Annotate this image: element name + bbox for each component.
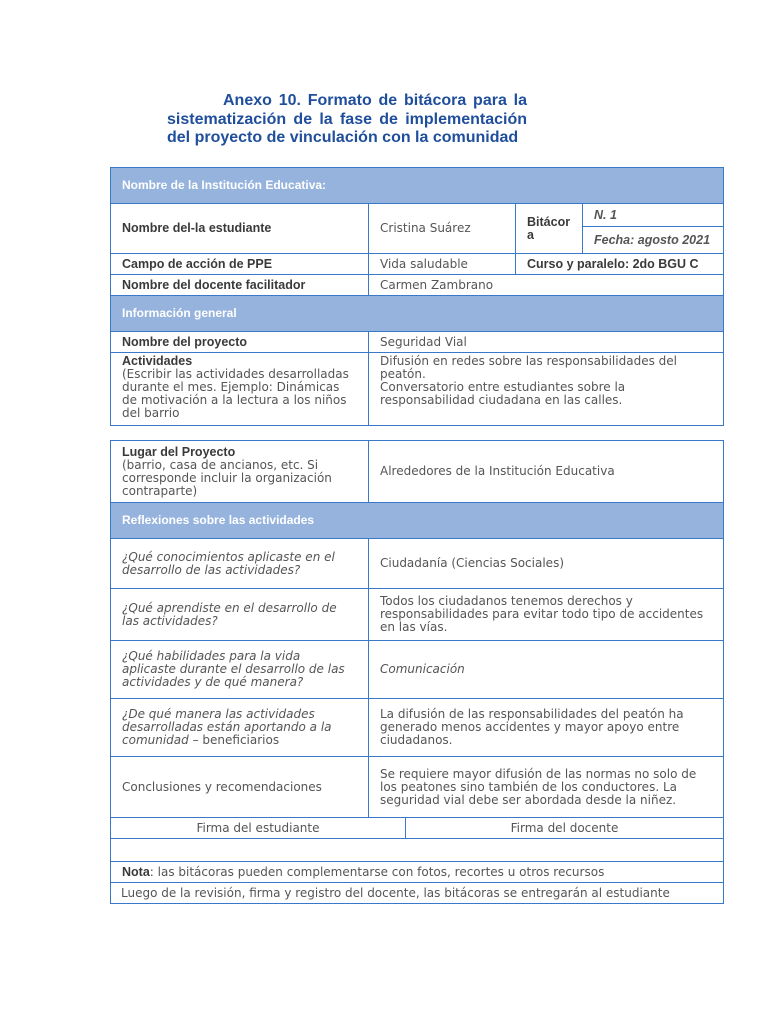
bitacora-date: Fecha: agosto 2021 [583,227,724,254]
actividades-cell [111,353,369,426]
firma-estudiante: Firma del estudiante [111,818,406,839]
conclusiones-value: Se requiere mayor difusión de las normas no solo de los peatones sino también de los conductores. La seguridad vial debe ser abordada desde la niñez. [369,757,724,818]
lugar-desc: (barrio, casa de ancianos, etc. Si corresponde incluir la organización contraparte) [122,457,332,498]
institution-header: Nombre de la Institución Educativa: [111,168,724,204]
proyecto-value: Seguridad Vial [369,332,724,353]
question-4-cell [111,699,369,757]
conclusiones-label: Conclusiones y recomendaciones [111,757,369,818]
blank-row [111,839,724,862]
actividades-values [369,353,724,426]
lugar-label: Lugar del Proyecto [122,444,236,459]
student-label: Nombre del-la estudiante [111,204,369,254]
docente-value: Carmen Zambrano [369,275,724,296]
reflexiones-header: Reflexiones sobre las actividades [111,503,724,539]
bitacora-label: Bitácor a [516,204,583,254]
bitacora-number: N. 1 [583,204,724,227]
actividades-desc: (Escribir las actividades desarrolladas durante el mes. Ejemplo: Dinámicas de motivación a la lectura a los niños del barrio [122,367,349,420]
document-title: Anexo 10. Formato de bitácora para la sistematización de la fase de implementación del proyecto de vinculación con la comunidad [167,92,527,146]
answer-4: La difusión de las responsabilidades del peatón ha generado menos accidentes y mayor apoyo entre ciudadanos. [369,699,724,757]
reflection-table [110,440,724,904]
campo-value: Vida saludable [369,254,516,275]
answer-2: Todos los ciudadanos tenemos derechos y responsabilidades para evitar todo tipo de accidentes en las vías. [369,589,724,641]
actividades-value-1: Difusión en redes sobre las responsabilidades del peatón. [380,354,677,381]
question-4-suffix: – beneficiarios [188,733,280,747]
answer-1: Ciudadanía (Ciencias Sociales) [369,539,724,589]
question-3: ¿Qué habilidades para la vida aplicaste durante el desarrollo de las actividades y de qué manera? [111,641,369,699]
lugar-value: Alrededores de la Institución Educativa [369,441,724,503]
nota-row [111,862,724,883]
campo-label: Campo de acción de PPE [111,254,369,275]
footer-note: Luego de la revisión, firma y registro del docente, las bitácoras se entregarán al estudiante [111,883,724,904]
actividades-label: Actividades [122,354,193,368]
question-4: ¿De qué manera las actividades desarrolladas están aportando a la comunidad [122,707,332,747]
question-2: ¿Qué aprendiste en el desarrollo de las actividades? [111,589,369,641]
actividades-value-2: Conversatorio entre estudiantes sobre la responsabilidad ciudadana en las calles. [380,380,626,407]
firma-docente: Firma del docente [406,818,724,839]
answer-3: Comunicación [369,641,724,699]
question-1: ¿Qué conocimientos aplicaste en el desarrollo de las actividades? [111,539,369,589]
curso-paralelo: Curso y paralelo: 2do BGU C [516,254,724,275]
student-value: Cristina Suárez [369,204,516,254]
docente-label: Nombre del docente facilitador [111,275,369,296]
general-header: Información general [111,296,724,332]
info-table [110,167,724,426]
lugar-cell [111,441,369,503]
proyecto-label: Nombre del proyecto [111,332,369,353]
nota-text: : las bitácoras pueden complementarse con fotos, recortes u otros recursos [149,864,605,879]
nota-label: Nota [122,864,150,879]
